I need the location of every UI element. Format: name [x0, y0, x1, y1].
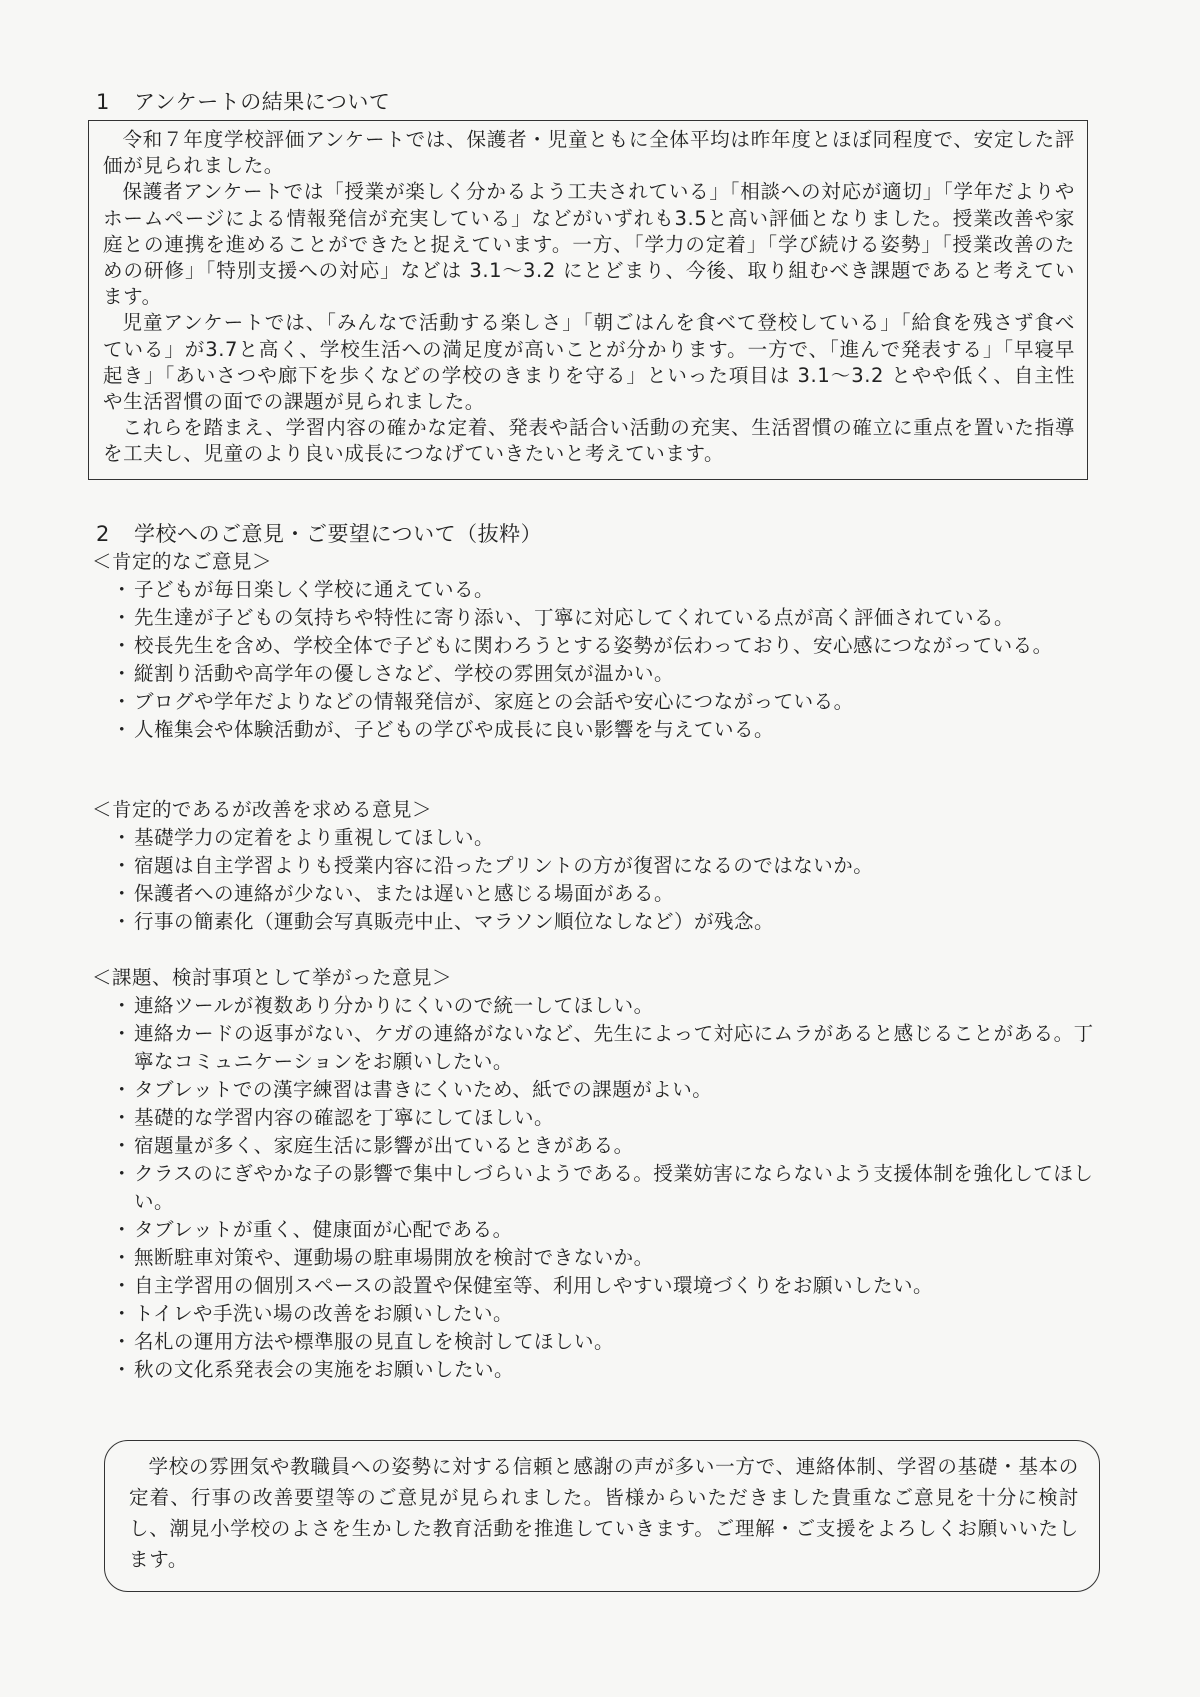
- list-item: [112, 604, 1102, 632]
- bullet: ・: [112, 1302, 133, 1325]
- item-text: 秋の文化系発表会の実施をお願いしたい。: [134, 1358, 515, 1381]
- list-item: [112, 1132, 1102, 1160]
- list-item: [112, 1300, 1102, 1328]
- survey-paragraph-1: 令和７年度学校評価アンケートでは、保護者・児童ともに全体平均は昨年度とほぼ同程度で、安定した評価が見られました。: [103, 128, 1075, 178]
- list-item: [112, 852, 1102, 880]
- bullet: ・: [112, 634, 133, 657]
- item-text: 自主学習用の個別スペースの設置や保健室等、利用しやすい環境づくりをお願いしたい。: [134, 1274, 934, 1297]
- bullet: ・: [112, 662, 133, 685]
- bullet: ・: [112, 1162, 133, 1185]
- item-text: 人権集会や体験活動が、子どもの学びや成長に良い影響を与えている。: [134, 718, 775, 741]
- issues-opinions-list: [112, 992, 1102, 1384]
- item-text: 縦割り活動や高学年の優しさなど、学校の雰囲気が温かい。: [134, 662, 675, 685]
- list-item: [112, 824, 1102, 852]
- list-item: [112, 576, 1102, 604]
- list-item: [112, 1272, 1102, 1300]
- item-text: 保護者への連絡が少ない、または遅いと感じる場面がある。: [134, 882, 675, 905]
- item-text: 連絡カードの返事がない、ケガの連絡がないなど、先生によって対応にムラがあると感じることがある。丁寧なコミュニケーションをお願いしたい。: [134, 1022, 1094, 1073]
- closing-message-box: [104, 1440, 1100, 1592]
- positive-opinions-list: [112, 576, 1102, 744]
- bullet: ・: [112, 690, 133, 713]
- list-item: [112, 908, 1102, 936]
- item-text: 基礎学力の定着をより重視してほしい。: [134, 826, 495, 849]
- list-item: [112, 1356, 1102, 1384]
- section1-number: 1: [96, 90, 110, 114]
- item-text: 基礎的な学習内容の確認を丁寧にしてほしい。: [134, 1106, 555, 1129]
- bullet: ・: [112, 1246, 133, 1269]
- improvement-opinions-title: ＜肯定的であるが改善を求める意見＞: [92, 798, 433, 821]
- bullet: ・: [112, 882, 133, 905]
- list-item: [112, 880, 1102, 908]
- list-item: [112, 688, 1102, 716]
- item-text: 子どもが毎日楽しく学校に通えている。: [134, 578, 495, 601]
- improvement-opinions-list: [112, 824, 1102, 936]
- item-text: 連絡ツールが複数あり分かりにくいので統一してほしい。: [134, 994, 654, 1017]
- item-text: 宿題は自主学習よりも授業内容に沿ったプリントの方が復習になるのではないか。: [134, 854, 874, 877]
- bullet: ・: [112, 1274, 133, 1297]
- bullet: ・: [112, 1106, 133, 1129]
- item-text: ブログや学年だよりなどの情報発信が、家庭との会話や安心につながっている。: [134, 690, 854, 713]
- bullet: ・: [112, 718, 133, 741]
- item-text: 無断駐車対策や、運動場の駐車場開放を検討できないか。: [134, 1246, 654, 1269]
- bullet: ・: [112, 1134, 133, 1157]
- item-text: 行事の簡素化（運動会写真販売中止、マラソン順位なしなど）が残念。: [134, 910, 775, 933]
- bullet: ・: [112, 826, 133, 849]
- bullet: ・: [112, 1078, 133, 1101]
- list-item: [112, 1104, 1102, 1132]
- bullet: ・: [112, 1022, 133, 1045]
- item-text: クラスのにぎやかな子の影響で集中しづらいようである。授業妨害にならないよう支援体制を強化してほしい。: [134, 1162, 1094, 1213]
- bullet: ・: [112, 606, 133, 629]
- section1-title: アンケートの結果について: [134, 90, 391, 114]
- bullet: ・: [112, 854, 133, 877]
- closing-message: 学校の雰囲気や教職員への姿勢に対する信頼と感謝の声が多い一方で、連絡体制、学習の基礎・基本の定着、行事の改善要望等のご意見が見られました。皆様からいただきました貴重なご意見を十分に検討し、潮見小学校のよさを生かした教育活動を推進していきます。ご理解・ご支援をよろしくお願いいたします。: [129, 1455, 1079, 1571]
- survey-paragraph-4: これらを踏まえ、学習内容の確かな定着、発表や話合い活動の充実、生活習慣の確立に重点を置いた指導を工夫し、児童のより良い成長につなげていきたいと考えています。: [103, 416, 1075, 466]
- bullet: ・: [112, 1218, 133, 1241]
- bullet: ・: [112, 994, 133, 1017]
- survey-paragraph-2: 保護者アンケートでは「授業が楽しく分かるよう工夫されている」「相談への対応が適切」「学年だよりやホームページによる情報発信が充実している」などがいずれも3.5と高い評価となりました。授業改善や家庭との連携を進めることができたと捉えています。一方、「学力の定着」「学び続ける姿勢」「授業改善のための研修」「特別支援への対応」などは 3.1～3.2 にとどまり、今後、取り組むべき課題であると考えています。: [103, 180, 1075, 309]
- survey-results-box: [88, 120, 1088, 480]
- survey-paragraph-3: 児童アンケートでは、「みんなで活動する楽しさ」「朝ごはんを食べて登校している」「給食を残さず食べている」が3.7と高く、学校生活への満足度が高いことが分かります。一方で、「進んで発表する」「早寝早起き」「あいさつや廊下を歩くなどの学校のきまりを守る」といった項目は 3.1～3.2 とやや低く、自主性や生活習慣の面での課題が見られました。: [103, 311, 1075, 414]
- item-text: タブレットが重く、健康面が心配である。: [134, 1218, 513, 1241]
- item-text: トイレや手洗い場の改善をお願いしたい。: [134, 1302, 514, 1325]
- bullet: ・: [112, 578, 133, 601]
- list-item: [112, 1216, 1102, 1244]
- list-item: [112, 1328, 1102, 1356]
- item-text: 名札の運用方法や標準服の見直しを検討してほしい。: [134, 1330, 615, 1353]
- section2-number: 2: [96, 522, 110, 546]
- list-item: [112, 660, 1102, 688]
- item-text: 校長先生を含め、学校全体で子どもに関わろうとする姿勢が伝わっており、安心感につながっている。: [134, 634, 1053, 657]
- bullet: ・: [112, 1330, 133, 1353]
- list-item: [112, 1020, 1102, 1076]
- positive-opinions-title: ＜肯定的なご意見＞: [92, 550, 273, 573]
- section1-heading: [96, 88, 390, 116]
- list-item: [112, 1076, 1102, 1104]
- list-item: [112, 1160, 1102, 1216]
- issues-opinions-title: ＜課題、検討事項として挙がった意見＞: [92, 966, 453, 989]
- list-item: [112, 632, 1102, 660]
- section2-title: 学校へのご意見・ご要望について（抜粋）: [134, 522, 543, 546]
- bullet: ・: [112, 910, 133, 933]
- list-item: [112, 992, 1102, 1020]
- item-text: 先生達が子どもの気持ちや特性に寄り添い、丁寧に対応してくれている点が高く評価されている。: [134, 606, 1015, 629]
- bullet: ・: [112, 1358, 133, 1381]
- item-text: 宿題量が多く、家庭生活に影響が出ているときがある。: [134, 1134, 634, 1157]
- list-item: [112, 1244, 1102, 1272]
- item-text: タブレットでの漢字練習は書きにくいため、紙での課題がよい。: [134, 1078, 713, 1101]
- list-item: [112, 716, 1102, 744]
- section2-heading: [96, 520, 542, 548]
